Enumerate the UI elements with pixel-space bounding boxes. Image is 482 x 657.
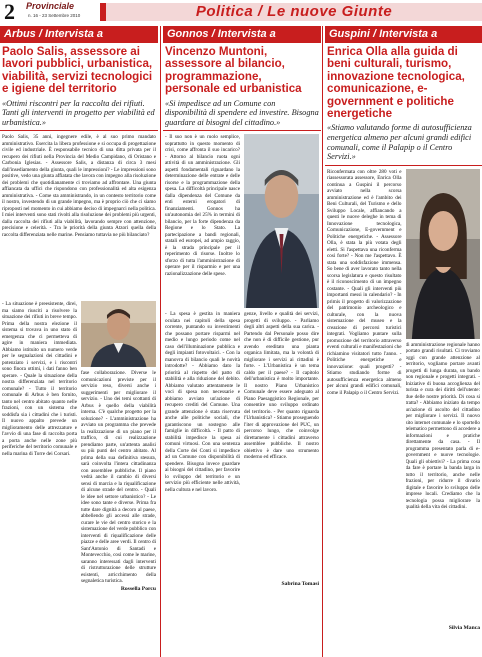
issue-line: n. 16 - 23 Settembre 2010 xyxy=(28,13,81,18)
article-gonnos xyxy=(163,26,321,657)
article-kicker: Guspini / Intervista a xyxy=(325,26,482,43)
portrait-photo-svg xyxy=(406,169,481,339)
article-signature: Silvia Manca xyxy=(448,624,480,631)
portrait-photo xyxy=(406,169,481,339)
article-body-intro xyxy=(0,134,158,299)
article-standfirst: «Si impedisce ad un Comune con disponibilità di spendere ed investire. Bisogna guardare ai bisogni del cittadino.» xyxy=(163,98,321,132)
article-paragraph: - La spesa è gestita in maniera oculata nei capitoli della spesa corrente, puntando su investimenti che possano portare risparmi nel medio e lungo periodo come nel caso dell'illuminazione pubblica e degli impianti fotovoltaici. - Con la manovra di bilancio quali le novità introdotte? - Abbiamo dato la priorità al rispetto del patto di stabilità e alla riduzione del debito. Abbiamo valutato attentamente le voci di spesa non necessarie e abbiamo avviato un'azione di recupero crediti del Comune. Una grande attenzione è stata riservata anche alle politiche sociali, che garantiscono un sostegno alle famiglie in difficoltà. - Il patto di stabilità impedisce la spesa ai comuni virtuosi. Con una sentenza della Corte dei Conti si impedisce ad un Comune con disponibilità di spendere. Bisogna invece guardare ai bisogni del cittadino, per favorire lo sviluppo del territorio e un servizio più efficiente nelle attività, nella cultura e nel lavoro. xyxy=(165,311,240,493)
article-signature: Sabrina Tomasi xyxy=(281,581,319,588)
section-title: Politica / Le nuove Giunte xyxy=(195,3,393,20)
article-body-left xyxy=(165,311,240,589)
article-paragraph: Riconfermata con oltre 280 voti e riassessorata assessore, Enrica Olla continua a Guspini il percorso avviato nella scorsa amministrazione ed è l'ambito dei Beni Culturali, del Turismo e dello Sviluppo Locale, affiancando a questi le nuove deleghe in tema di Innovazione tecnologica, Comunicazione, E-government e Politiche energetiche. - Assessore Olla, è stata la più votata degli eletti. Si l'aspettava una riconferma così forte? - Non me l'aspettavo. È stata una soddisfazione immensa. So bene di aver lavorato tanto nella scorsa legislatura e questo risultato è il riconoscimento di un impegno costante. - Quali gli interventi più importanti messi in calendario? - In primis il progetto di valorizzazione del patrimonio archeologico e culturale, con la nuova sistemazione del museo e la creazione di percorsi turistici integrati. Vogliamo puntare sulla promozione del territorio attraverso eventi culturali e manifestazioni che richiamino visitatori tutto l'anno. - Politiche energetiche e innovazione: quali progetti? - Stiamo studiando forme di autosufficienza energetica almeno per alcuni grandi edifici comunali, come il Palapip o il Centro Servizi. xyxy=(327,168,402,396)
article-paragraph: - Il suo non è un ruolo semplice, soprattutto in questo momento di crisi, come affronta il suo incarico? - Attorno al bilancio ruota ogni attività di un amministrazione. Gli aspetti fondamentali riguardano la determinazione delle entrate e delle risorse e la programmazione della spesa. La difficoltà principale nasce dalla dipendenza del Comune da enti esterni erogatori di finanziamenti. Gonnos ha un'autonomia del 25% in termini di bilancio, per la forte dipendenza da Regione e lo Stato. La partecipazione a bandi regionali, statali ed europei, ad ampio raggio, è la strada principale per il reperimento di risorse. Inoltre lo sforzo di tutta l'amministrazione di operare per il risparmio e per una razionalizzazione delle spese. xyxy=(165,134,240,277)
article-signature: Rossella Porcu xyxy=(120,586,156,593)
article-headline: Vincenzo Muntoni, assessore al bilancio, programmazione, personale ed urbanistica xyxy=(165,45,302,96)
article-paragraph: - La situazione è preesistente, direi, ma siamo riusciti a risolvere la situazione dei rifiuti in breve tempo. Prima della nostra elezione il sistema si trovava in uno stato di emergenza che ci permetteva di agire in maniera immediata. Abbiamo istituito un numero verde per le segnalazioni dei cittadini e potenziato i servizi, e i riscontri sono finora ottimi, i dati fanno ben sperare. - Quale la situazione della nostra differenziata nel territorio comunale? - Tutto il territorio comunale di Arbus è ben fornito, tanto nel centro abitato quanto nelle frazioni, con un sistema che soddisfa sia i cittadini che i turisti. Il nuovo appalto prevede un miglioramento delle attrezzature e l'avvio di una fase di raccolta porta a porta anche nelle zone più periferiche del territorio comunale e nella marina di Torre dei Corsari. xyxy=(2,301,77,457)
portrait-photo-svg xyxy=(81,301,156,367)
article-paragraph: Paolo Salis, 35 anni, ingegnere edile, è al suo primo mandato amministrativo. Esercita la libera professione e si occupa di progettazione civile ed industriale. È responsabile tecnico di una ditta privata per il recupero dei rifiuti nella Provincia del Medio Campidano, di Oristano e Carbonia Iglesias. - Assessore Salis, a distanza di circa 3 mesi dall'insediamento della giunta, quali le impressioni? - Le impressioni sono positive, vedo una giunta affiatata che lavora con impegno alla risoluzione dei problemi che quotidianamente ci troviamo ad affrontare. Una giunta affiancata da uffici che rispondono con professionalità ed alta esigenza amministrativa. - Come sta amministrando, in un contesto territorio come il nostro, investendo di un grande impegno, ma è proprio ciò che ci siamo riproposti nel momento in cui abbiamo deciso di impegnarci nella politica. I miei interventi sono stati rivolti alla risoluzione dei problemi più urgenti, dalla raccolta dei rifiuti alla viabilità, lavorando sempre con attenzione, precisione e celerità. - Tra le priorità della giunta Atzori quella della raccolta differenziata nelle marine. Pensiamo tuttavia ne più bilanciato? xyxy=(2,134,156,238)
page-header xyxy=(0,0,482,26)
article-headline: Enrica Olla alla guida di beni culturali, turismo, innovazione tecnologica, comunicazione, e-government e politiche energetiche xyxy=(327,45,465,121)
article-headline: Paolo Salis, assessore ai lavori pubblici, urbanistica, viabilità, servizi tecnologici e igiene del territorio xyxy=(2,45,153,96)
article-kicker: Gonnos / Intervista a xyxy=(163,26,321,43)
article-body-right xyxy=(244,311,319,581)
article-paragraph: di amministrazione regionale hanno portato grandi risultati. Ci troviamo oggi con grande attenzione al territorio, vogliamo portare avanti progetti di lunga durata, un bando non regionale e progetti integrati. - Iniziative di buona accoglienza del turista e cura dei diritti dell'utente: due delle nostre priorità. Di cosa si tratta? - Abbiamo iniziato da tempo un'azione di ascolto del cittadino per migliorare i servizi. Il nuovo sito internet comunale e lo sportello telematico permettono di accedere a informazioni e pratiche direttamente da casa. - Il programma presentato parla di e-government e nuove tecnologie. Quali gli obiettivi? - La prima cosa da fare è portare la banda larga in tutto il territorio, anche nelle frazioni, per ridurre il divario digitale e favorire lo sviluppo delle imprese locali. Crediamo che la tecnologia possa migliorare la qualità della vita dei cittadini. xyxy=(405,341,480,511)
article-arbus xyxy=(0,26,158,657)
article-kicker: Arbus / Intervista a xyxy=(0,26,158,43)
article-standfirst: «Ottimi riscontri per la raccolta dei rifiuti. Tanti gli interventi in progetto per viabilità ed urbanistica.» xyxy=(0,98,158,132)
masthead-logo: Provinciale xyxy=(26,1,75,11)
portrait-photo-svg xyxy=(244,134,319,308)
column-rule xyxy=(322,26,323,657)
page-number: 2 xyxy=(4,0,15,24)
article-body-intro xyxy=(165,134,240,308)
section-band xyxy=(100,3,482,21)
article-guspini xyxy=(325,26,482,657)
article-paragraph: fase collaborazione. Diverse le comunicazioni previste per il servizio reso, diversi anche i suggerimenti per migliorare il servizio. - Uno dei temi scottanti di Arbus è quello della viabilità interna. C'è qualche progetto per la soluzione? - L'amministrazione ha avviato un programma che prevede la realizzazione di un piano per il traffico, di cui realizzazione prendiamo parte, un'attenta analisi su più punti del centro abitato. Al prima della sua definitiva stesura, sarà coinvolta l'intera cittadinanza con assemblee pubbliche. Il piano vedrà anche il cambio di diversi sensi di marcia e la riqualificazione di alcune strade del centro. - Quali le idee nel settore urbanistico? - Le idee sono tante e diverse. Prima fra tutte dare dignità a decoro al paese, abbellendo gli accessi alle strade, curare le vie del centro storico e la sistemazione del verde pubblico con interventi di riqualificazione delle piazze e delle aree verdi. Il centro di Sant'Antonio di Santadi e Montevecchio, così come le marine, saranno interessati dagli interventi di ristrutturazione delle strutture esistenti, arricchimento della segnaletica turistica. xyxy=(81,370,156,585)
article-body-right xyxy=(81,370,156,586)
article-body-left xyxy=(327,169,402,629)
article-body-right xyxy=(406,342,481,625)
article-paragraph: genze, livello e qualità dei servizi, progetti di sviluppo. - Parliamo degli altri aspetti della sua carica. - Partendo dal Personale posso dire che non è di difficile gestione, pur avendo ereditato una pianta organica limitata, ma la volontà di migliorare i servizi ai cittadini è forte. - L'Urbanistica è un tema caldo per il paese? - Il capitolo dell'urbanistica è molto importante. Il nostro Piano Urbanistico Comunale deve essere adeguato al Piano Paesaggistico Regionale, per consentire uno sviluppo ordinato del territorio. - Per quanto riguarda l'Urbanistica? - Stiamo proseguendo l'iter di approvazione del PUC, un percorso lungo, che coinvolge direttamente i cittadini attraverso assemblee pubbliche. Il nostro obiettivo è dare uno strumento moderno ed efficace. xyxy=(244,311,319,461)
portrait-photo xyxy=(81,301,156,367)
article-standfirst: «Stiamo valutando forme di autosufficienza energetica almeno per alcuni grandi edifici comunali, come il Palapip o il Centro Servizi.» xyxy=(325,122,482,165)
portrait-photo xyxy=(244,134,319,308)
column-rule xyxy=(160,26,161,657)
article-body-left xyxy=(2,301,77,589)
